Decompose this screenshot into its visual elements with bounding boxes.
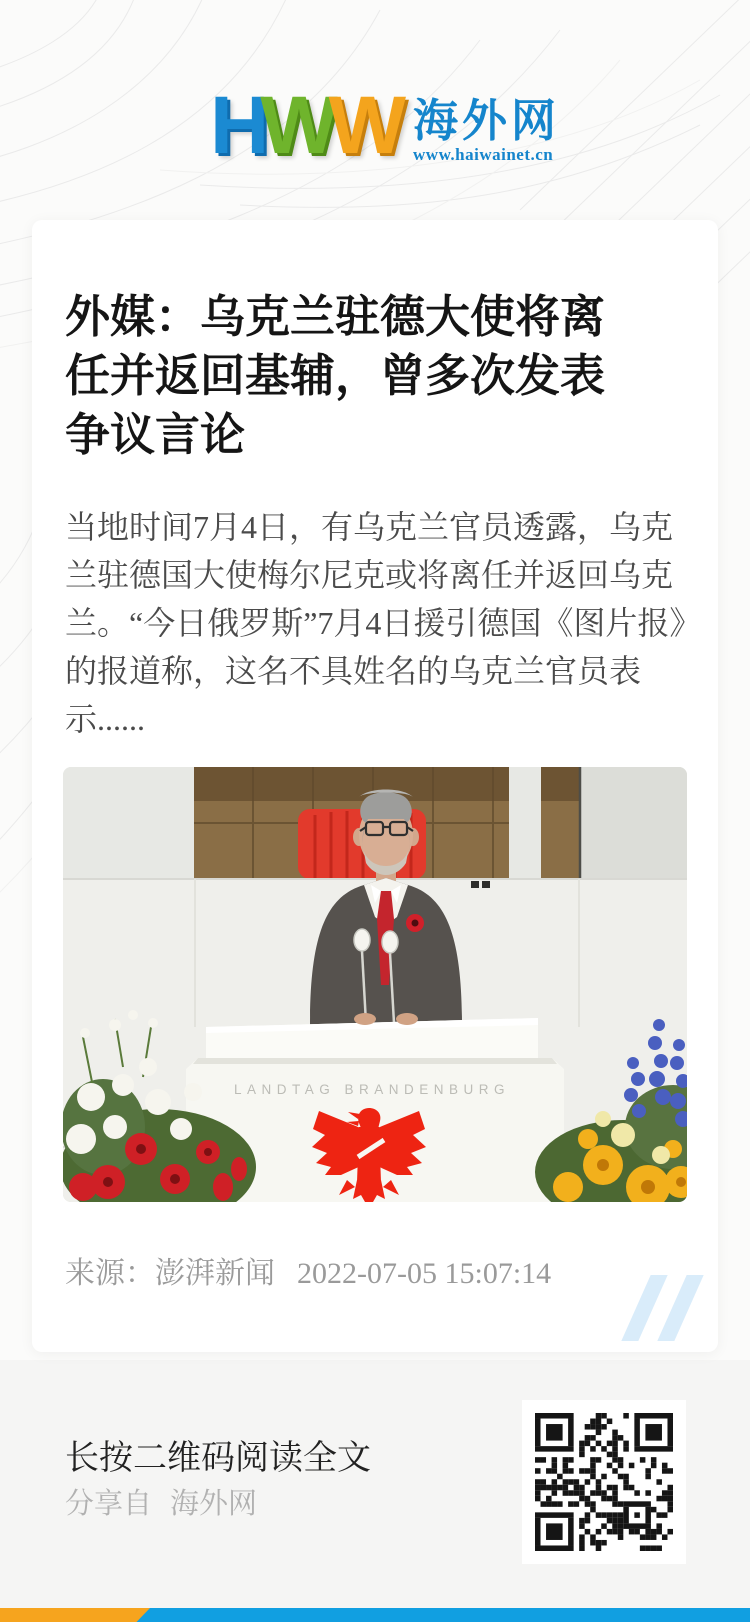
share-text xyxy=(65,1484,257,1524)
quote-slashes-icon xyxy=(622,1275,712,1343)
brand-logo xyxy=(210,80,561,171)
article-card xyxy=(32,220,718,1352)
source-label: 来源：澎湃新闻 xyxy=(65,1257,275,1290)
site-url: www.haiwainet.cn xyxy=(413,145,554,164)
site-name: 海外网 xyxy=(413,96,561,146)
bottom-bar-orange xyxy=(0,1608,150,1622)
hww-logo-icon xyxy=(210,80,398,171)
podium-text: LANDTAG BRANDENBURG xyxy=(233,1082,511,1097)
article-photo xyxy=(63,767,687,1202)
logo-letter-w2: W xyxy=(328,80,398,171)
source-line xyxy=(65,1252,551,1296)
article-body: 当地时间7月4日，有乌克兰官员透露，乌克兰驻德国大使梅尔尼克或将离任并返回乌克兰。“今日俄罗斯”7月4日援引德国《图片报》的报道称，这名不具姓名的乌克兰官员表示...... xyxy=(65,509,686,737)
logo-letter-w1: W xyxy=(260,80,329,171)
qr-code[interactable] xyxy=(522,1400,686,1564)
article-title: 外媒：乌克兰驻德大使将离任并返回基辅，曾多次发表争议言论 xyxy=(65,292,606,460)
footer xyxy=(0,1360,750,1608)
bottom-bar xyxy=(0,1608,750,1622)
publish-time: 2022-07-05 15:07:14 xyxy=(297,1257,552,1290)
logo-letter-h: H xyxy=(210,80,261,171)
share-source: 海外网 xyxy=(170,1488,258,1520)
cta-text: 长按二维码阅读全文 xyxy=(65,1440,371,1477)
share-prefix: 分享自 xyxy=(65,1488,153,1520)
